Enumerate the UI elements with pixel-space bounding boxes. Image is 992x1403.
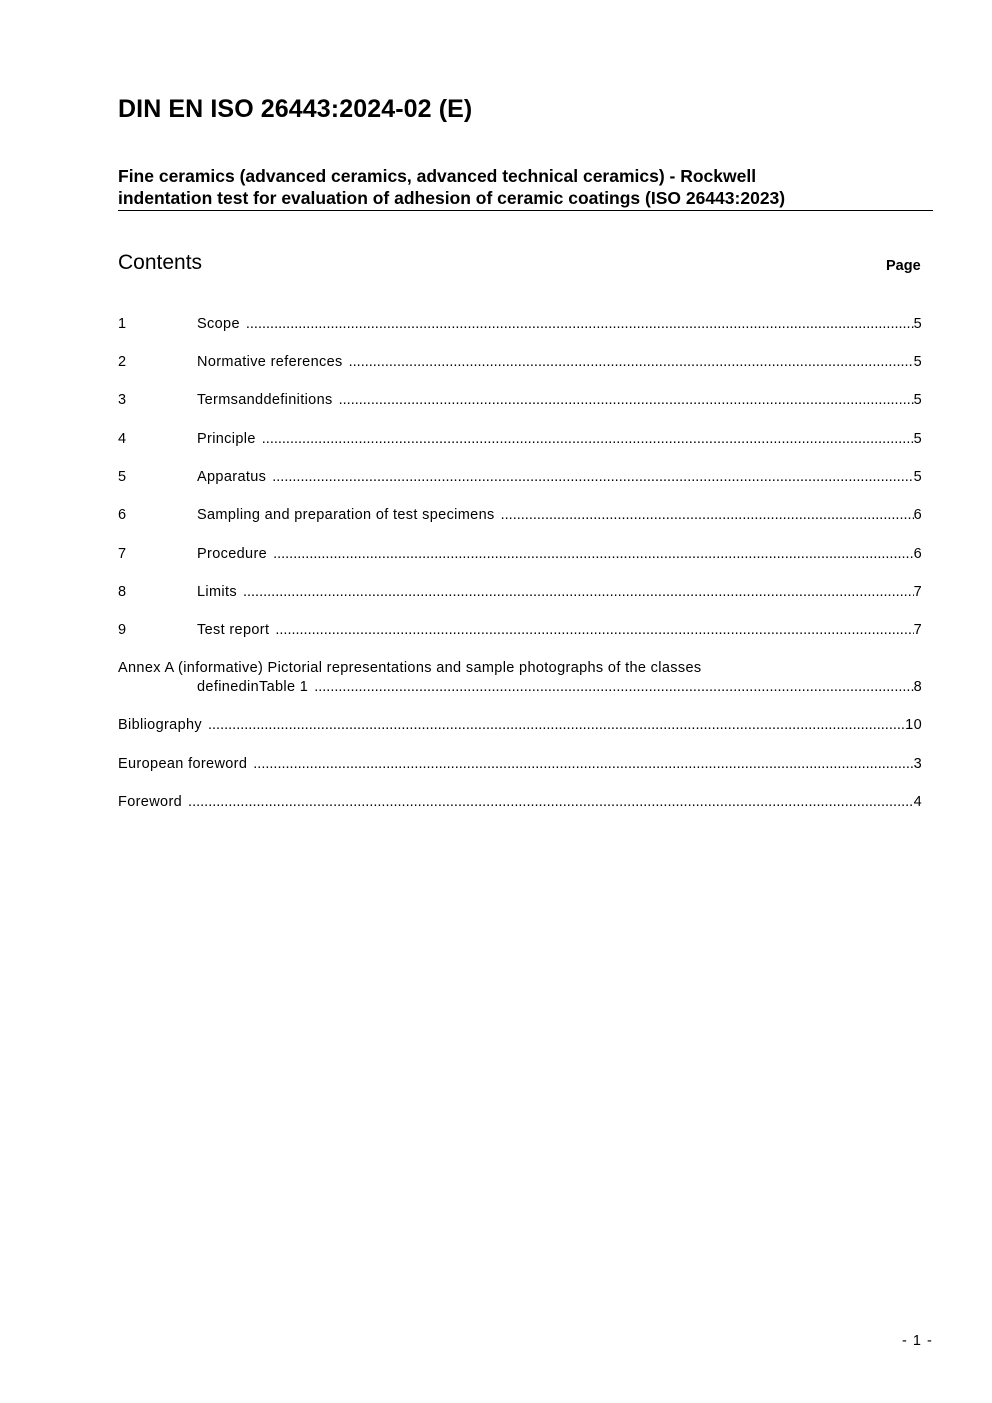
toc-entry-page: 7	[913, 584, 922, 600]
toc-entry-title: Foreword	[118, 794, 183, 810]
toc-entry-title: Test report	[197, 622, 270, 638]
toc-entry-bibliography[interactable]	[118, 717, 922, 737]
toc-entry-number: 8	[118, 584, 127, 600]
toc-entry-page: 5	[913, 392, 922, 408]
document-title-line-1: Fine ceramics (advanced ceramics, advanced technical ceramics) - Rockwell	[118, 166, 757, 186]
toc-entry-number: 4	[118, 431, 127, 447]
toc-entry-number: 1	[118, 316, 127, 332]
toc-dot-leader	[208, 717, 905, 733]
toc-entry-procedure[interactable]	[118, 546, 922, 566]
toc-entry-title: Limits	[197, 584, 237, 600]
toc-entry-number: 7	[118, 546, 127, 562]
toc-entry-page: 5	[913, 469, 922, 485]
toc-entry-number: 6	[118, 507, 127, 523]
toc-dot-leader	[272, 469, 913, 485]
page-number: - 1 -	[902, 1333, 933, 1349]
toc-entry-page: 5	[913, 431, 922, 447]
toc-entry-page: 8	[913, 679, 922, 695]
toc-entry-title: Apparatus	[197, 469, 267, 485]
toc-annex-a[interactable]	[118, 679, 922, 699]
toc-entry-title: Principle	[197, 431, 256, 447]
toc-dot-leader	[253, 756, 913, 772]
toc-entry-page: 5	[913, 316, 922, 332]
page-column-label: Page	[886, 258, 921, 274]
toc-dot-leader	[314, 679, 913, 695]
toc-entry-principle[interactable]	[118, 431, 922, 451]
toc-entry-title: Normative references	[197, 354, 343, 370]
toc-entry-page: 3	[913, 756, 922, 772]
toc-dot-leader	[339, 392, 914, 408]
toc-entry-page: 6	[913, 507, 922, 523]
toc-dot-leader	[246, 316, 914, 332]
toc-entry-title: European foreword	[118, 756, 248, 772]
toc-entry-test-report[interactable]	[118, 622, 922, 642]
toc-dot-leader	[501, 507, 914, 523]
toc-entry-number: 5	[118, 469, 127, 485]
toc-entry-normative-references[interactable]	[118, 354, 922, 374]
toc-entry-sampling[interactable]	[118, 507, 922, 527]
toc-dot-leader	[243, 584, 914, 600]
toc-entry-limits[interactable]	[118, 584, 922, 604]
toc-annex-a-line-1[interactable]: Annex A (informative) Pictorial representations and sample photographs of the classes	[118, 660, 702, 676]
toc-entry-page: 6	[913, 546, 922, 562]
toc-entry-title: Termsanddefinitions	[197, 392, 333, 408]
toc-entry-apparatus[interactable]	[118, 469, 922, 489]
toc-entry-title: Sampling and preparation of test specimens	[197, 507, 495, 523]
toc-entry-title: Procedure	[197, 546, 268, 562]
toc-entry-number: 2	[118, 354, 127, 370]
toc-annex-a-line-2: definedinTable 1	[197, 679, 309, 695]
toc-entry-foreword[interactable]	[118, 794, 922, 814]
toc-dot-leader	[262, 431, 914, 447]
toc-entry-title: Bibliography	[118, 717, 202, 733]
toc-entry-page: 4	[913, 794, 922, 810]
toc-entry-european-foreword[interactable]	[118, 756, 922, 776]
toc-entry-scope[interactable]	[118, 316, 922, 336]
toc-entry-terms-and-definitions[interactable]	[118, 392, 922, 412]
toc-entry-number: 9	[118, 622, 127, 638]
toc-entry-number: 3	[118, 392, 127, 408]
toc-dot-leader	[188, 794, 914, 810]
document-title	[118, 165, 933, 211]
document-id: DIN EN ISO 26443:2024-02 (E)	[118, 95, 473, 123]
toc-entry-page: 10	[905, 717, 922, 733]
toc-entry-title: Scope	[197, 316, 240, 332]
contents-heading: Contents	[118, 251, 203, 274]
toc-dot-leader	[275, 622, 913, 638]
toc-entry-page: 7	[913, 622, 922, 638]
document-title-line-2: indentation test for evaluation of adhesion of ceramic coatings (ISO 26443:2023)	[118, 188, 786, 208]
toc-entry-page: 5	[913, 354, 922, 370]
toc-dot-leader	[273, 546, 914, 562]
toc-dot-leader	[349, 354, 914, 370]
